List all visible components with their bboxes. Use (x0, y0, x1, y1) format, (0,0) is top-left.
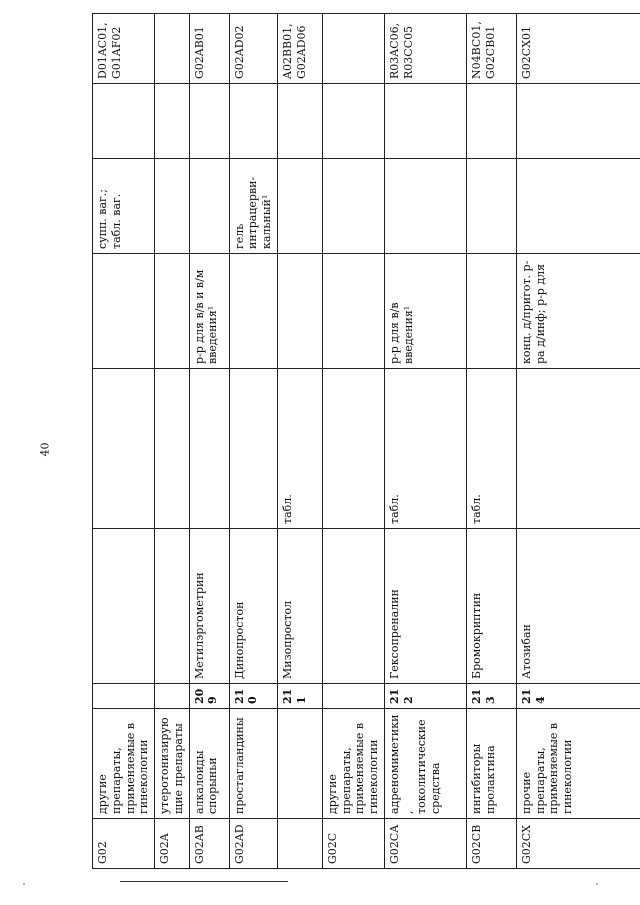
group-name: ингибиторы пролактина (466, 709, 516, 819)
form-cell (322, 254, 384, 369)
atc-code: G02C (322, 819, 384, 869)
inn-name: Мизопростол (277, 529, 322, 684)
form-cell: конц. д/пригот. р-ра д/инф; р-р для (516, 254, 640, 369)
atc-code: G02CX (516, 819, 640, 869)
row-number: 211 (277, 684, 322, 709)
table-row (229, 14, 277, 869)
scan-speck (596, 883, 598, 885)
empty-cell (93, 84, 155, 159)
row-number: 214 (516, 684, 640, 709)
drug-table (92, 13, 640, 869)
atc-code-right: R03AC06, R03CC05 (384, 14, 466, 84)
rotated-table-container (92, 14, 630, 869)
form-cell: табл. (466, 369, 516, 529)
page-number: 40 (38, 442, 52, 457)
empty-cell (155, 84, 190, 159)
inn-name (155, 529, 190, 684)
atc-code: G02 (93, 819, 155, 869)
group-name: алкалоиды спорыньи (189, 709, 229, 819)
atc-code: G02CA (384, 819, 466, 869)
empty-cell (229, 84, 277, 159)
group-name: адреномиметики, токолитические средства (384, 709, 466, 819)
inn-name: Динопростон (229, 529, 277, 684)
form-cell: супп. ваг.; табл. ваг. (93, 159, 155, 254)
row-number: 210 (229, 684, 277, 709)
atc-code: G02CB (466, 819, 516, 869)
table-row (384, 14, 466, 869)
atc-code-right: G02CX01 (516, 14, 640, 84)
form-cell (229, 369, 277, 529)
atc-code-right (155, 14, 190, 84)
form-cell (277, 254, 322, 369)
form-cell: табл. (384, 369, 466, 529)
form-cell (155, 369, 190, 529)
footnote-separator (120, 881, 288, 882)
empty-cell (466, 84, 516, 159)
atc-code: G02AD (229, 819, 277, 869)
group-name: простагландины (229, 709, 277, 819)
table-row (189, 14, 229, 869)
empty-cell (189, 84, 229, 159)
form-cell: р-р для в/в введения¹ (384, 254, 466, 369)
group-name: прочие препараты, применяемые в гинекологии (516, 709, 640, 819)
table-row (322, 14, 384, 869)
atc-code-right: G02AD02 (229, 14, 277, 84)
row-number: 213 (466, 684, 516, 709)
form-cell (384, 159, 466, 254)
atc-code-right (322, 14, 384, 84)
group-name: другие препараты, применяемые в гинекологии (322, 709, 384, 819)
atc-code: G02AB (189, 819, 229, 869)
atc-code-right: A02BB01, G02AD06 (277, 14, 322, 84)
table-row (466, 14, 516, 869)
atc-code-right: N04BC01, G02CB01 (466, 14, 516, 84)
row-number: 209 (189, 684, 229, 709)
group-name: другие препараты, применяемые в гинекологии (93, 709, 155, 819)
form-cell (189, 159, 229, 254)
form-cell (229, 254, 277, 369)
atc-code-right: G02AB01 (189, 14, 229, 84)
table-row (155, 14, 190, 869)
form-cell (516, 369, 640, 529)
atc-code (277, 819, 322, 869)
group-name: утеротонизирующие препараты (155, 709, 190, 819)
form-cell (277, 159, 322, 254)
inn-name: Атозибан (516, 529, 640, 684)
inn-name (93, 529, 155, 684)
table-row (277, 14, 322, 869)
empty-cell (277, 84, 322, 159)
table-row (516, 14, 640, 869)
form-cell (93, 369, 155, 529)
row-number (155, 684, 190, 709)
form-cell (516, 159, 640, 254)
form-cell: табл. (277, 369, 322, 529)
form-cell (322, 369, 384, 529)
atc-code: G02A (155, 819, 190, 869)
empty-cell (516, 84, 640, 159)
form-cell: гель интрацерви-кальный¹ (229, 159, 277, 254)
group-name (277, 709, 322, 819)
scan-speck (23, 883, 25, 885)
inn-name (322, 529, 384, 684)
form-cell (93, 254, 155, 369)
form-cell (155, 159, 190, 254)
inn-name: Гексопреналин (384, 529, 466, 684)
empty-cell (322, 84, 384, 159)
form-cell (155, 254, 190, 369)
form-cell (189, 369, 229, 529)
row-number (93, 684, 155, 709)
form-cell (466, 159, 516, 254)
inn-name: Метилэргометрин (189, 529, 229, 684)
form-cell (466, 254, 516, 369)
table-row (93, 14, 155, 869)
form-cell (322, 159, 384, 254)
inn-name: Бромокриптин (466, 529, 516, 684)
atc-code-right: D01AC01, G01AF02 (93, 14, 155, 84)
row-number: 212 (384, 684, 466, 709)
empty-cell (384, 84, 466, 159)
row-number (322, 684, 384, 709)
form-cell: р-р для в/в и в/м введения¹ (189, 254, 229, 369)
